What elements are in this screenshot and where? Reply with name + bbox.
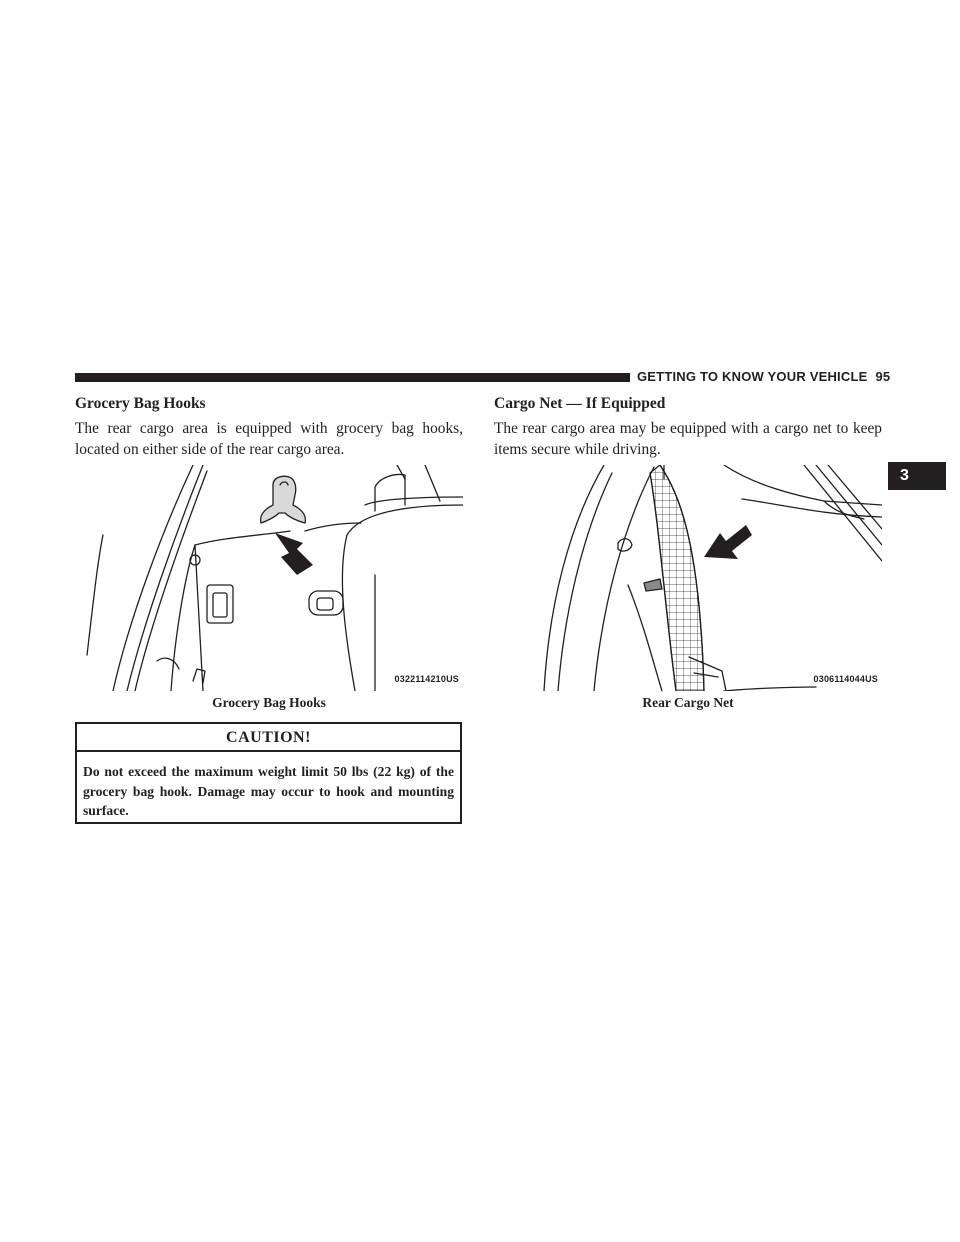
caution-box [75, 722, 462, 824]
right-column [494, 394, 882, 713]
grocery-bag-hooks-text: The rear cargo area is equipped with grocery bag hooks, located on either side of the rear cargo area. [75, 420, 463, 458]
header-title: GETTING TO KNOW YOUR VEHICLE [637, 369, 868, 384]
page-number: 95 [875, 369, 891, 384]
rear-cargo-net-illustration [494, 465, 882, 691]
grocery-bag-hooks-illustration [75, 465, 463, 691]
running-header [637, 369, 890, 384]
chapter-tab: 3 [888, 462, 946, 490]
figure-code: 0306114044US [813, 674, 878, 684]
caution-text: Do not exceed the maximum weight limit 50 lbs (22 kg) of the grocery bag hook. Damage may occur to hook and mounting surface. [83, 764, 454, 818]
figure-code: 0322114210US [394, 674, 459, 684]
cargo-net-text: The rear cargo area may be equipped with a cargo net to keep items secure while driving. [494, 420, 882, 458]
left-column [75, 394, 463, 713]
figure-caption: Grocery Bag Hooks [212, 695, 326, 710]
figure-caption: Rear Cargo Net [642, 695, 734, 710]
caution-title: CAUTION! [77, 724, 460, 752]
section-heading-cargo-net: Cargo Net — If Equipped [494, 395, 666, 412]
header-rule [75, 373, 630, 382]
section-heading-grocery-bag-hooks: Grocery Bag Hooks [75, 395, 206, 412]
